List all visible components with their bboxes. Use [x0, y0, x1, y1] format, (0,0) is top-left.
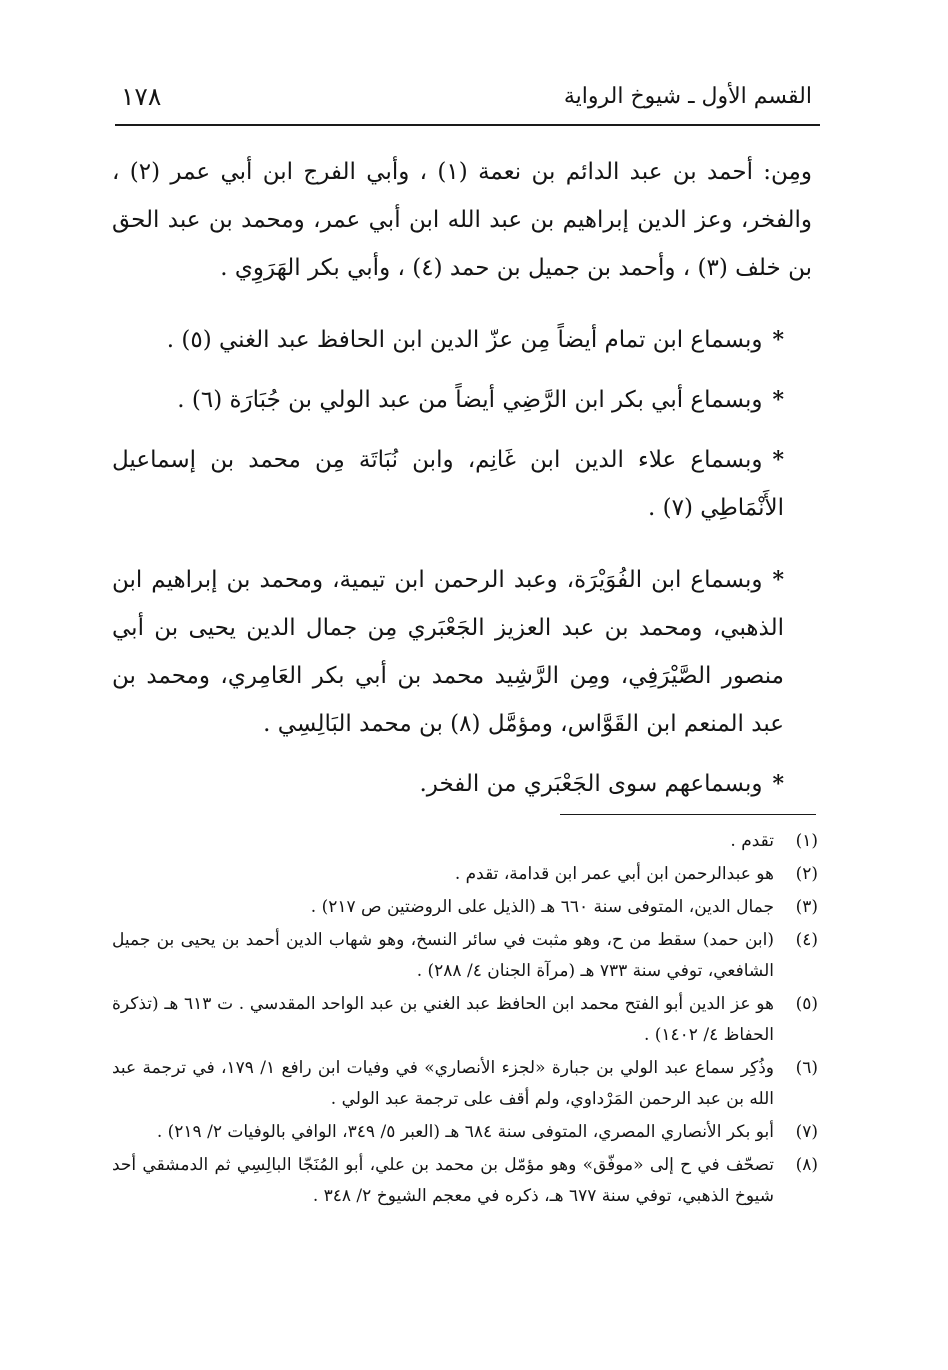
page-header — [115, 80, 820, 126]
asterisk-marker: * — [772, 447, 784, 473]
footnote-text: هو عبدالرحمن ابن أبي عمر ابن قدامة، تقدم . — [454, 864, 774, 884]
paragraph-text: وبسماع علاء الدين ابن غَانِم، وابن نُبَاتَة مِن محمد بن إسماعيل الأَنْمَاطِي (٧) . — [112, 447, 784, 521]
footnote-number: (٣) — [795, 897, 818, 917]
main-text — [112, 148, 812, 832]
asterisk-marker: * — [772, 567, 784, 593]
footnote-text: تصحّف في ح إلى «موفّق» وهو مؤمّل بن محمد بن علي، أبو المُنَجّا البالِسِي ثم الدمشقي أحد شيوخ الذهبي، توفي سنة ٦٧٧ هـ، ذكره في معجم الشيوخ ٢/ ٣٤٨ . — [112, 1155, 774, 1206]
footnote — [112, 1150, 818, 1212]
footnote-text: (ابن حمد) سقط من ح، وهو مثبت في سائر النسخ، وهو شهاب الدين أحمد بن يحيى بن جميل الشافعي، توفي سنة ٧٣٣ هـ (مرآة الجنان ٤/ ٢٨٨) . — [112, 930, 774, 981]
footnote-number: (٦) — [795, 1058, 818, 1078]
footnote-text: هو عز الدين أبو الفتح محمد ابن الحافظ عبد الغني بن عبد الواحد المقدسي . ت ٦١٣ هـ (تذكرة الحفاظ ٤/ ١٤٠٢) . — [112, 994, 774, 1045]
footnote — [112, 1117, 818, 1148]
running-title: القسم الأول ـ شيوخ الرواية — [563, 84, 812, 109]
footnote-number: (٨) — [795, 1155, 818, 1175]
paragraph — [112, 556, 812, 748]
paragraph — [112, 316, 812, 364]
paragraph-text: ومِن: أحمد بن عبد الدائم بن نعمة (١) ، وأبي الفرج ابن أبي عمر (٢) ، والفخر، وعز الدين إبراهيم بن عبد الله ابن أبي عمر، ومحمد بن عبد الحق بن خلف (٣) ، وأحمد بن جميل بن حمد (٤) ، وأبي بكر الهَرَوِي . — [112, 159, 812, 281]
footnote-number: (١) — [795, 831, 818, 851]
asterisk-marker: * — [772, 327, 784, 353]
footnote-number: (٧) — [795, 1122, 818, 1142]
paragraph — [112, 436, 812, 532]
footnote-divider — [560, 814, 816, 815]
footnote-number: (٤) — [795, 930, 818, 950]
paragraph-text: وبسماعهم سوى الجَعْبَري من الفخر. — [419, 771, 763, 797]
paragraph — [112, 376, 812, 424]
footnote — [112, 1053, 818, 1115]
asterisk-marker: * — [772, 771, 784, 797]
footnote-text: أبو بكر الأنصاري المصري، المتوفى سنة ٦٨٤ هـ (العبر ٥/ ٣٤٩، الوافي بالوفيات ٢/ ٢١٩) . — [156, 1122, 774, 1142]
footnote — [112, 826, 818, 857]
footnote — [112, 859, 818, 890]
page-number: ١٧٨ — [121, 82, 162, 111]
footnote-text: وذُكِر سماع عبد الولي بن جبارة «لجزء الأنصاري» في وفيات ابن رافع ١/ ١٧٩، في ترجمة عبد الله بن عبد الرحمن المَرْداوي، ولم أقف على ترجمة عبد الولي . — [112, 1058, 774, 1109]
footnote — [112, 989, 818, 1051]
footnote-text: تقدم . — [730, 831, 774, 851]
footnotes — [112, 826, 818, 1214]
paragraph-text: وبسماع ابن تمام أيضاً مِن عزّ الدين ابن الحافظ عبد الغني (٥) . — [166, 327, 763, 353]
footnote — [112, 925, 818, 987]
paragraph-text: وبسماع أبي بكر ابن الرَّضِي أيضاً من عبد الولي بن جُبَارَة (٦) . — [177, 387, 763, 413]
footnote-number: (٥) — [795, 994, 818, 1014]
paragraph-text: وبسماع ابن الفُوَيْرَة، وعبد الرحمن ابن تيمية، ومحمد بن إبراهيم ابن الذهبي، ومحمد بن عبد العزيز الجَعْبَري مِن جمال الدين يحيى بن أبي منصور الصَّيْرَفِي، ومِن الرَّشِيد محمد بن أبي بكر العَامِري، ومحمد بن عبد المنعم ابن القَوَّاس، ومؤمَّل (٨) بن محمد البَالِسِي . — [112, 567, 784, 737]
footnote-text: جمال الدين، المتوفى سنة ٦٦٠ هـ (الذيل على الروضتين ص ٢١٧) . — [310, 897, 774, 917]
asterisk-marker: * — [772, 387, 784, 413]
paragraph — [112, 148, 812, 292]
footnote — [112, 892, 818, 923]
paragraph — [112, 760, 812, 808]
footnote-number: (٢) — [795, 864, 818, 884]
